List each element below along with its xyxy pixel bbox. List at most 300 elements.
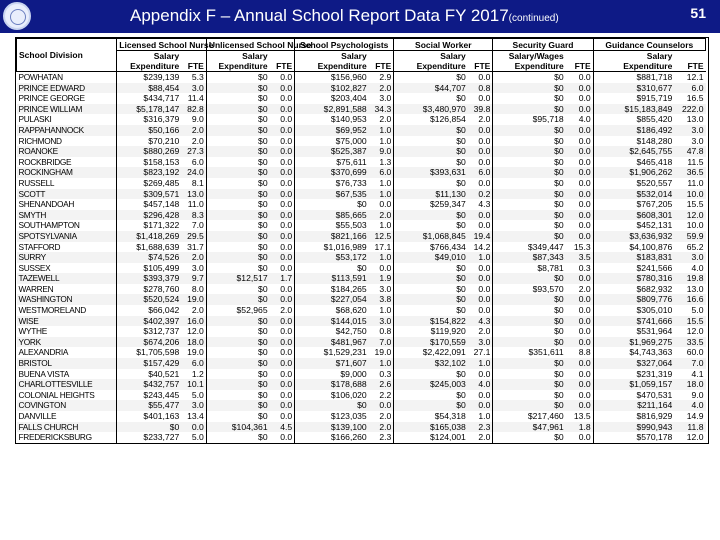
- expenditure-cell: $0: [493, 326, 566, 337]
- fte-cell: 5.0: [181, 390, 206, 401]
- fte-cell: 0.0: [270, 369, 295, 380]
- expenditure-cell: $0: [206, 432, 269, 443]
- fte-cell: 0.0: [468, 284, 493, 295]
- division-name-cell: WISE: [17, 316, 117, 327]
- division-name-cell: SOUTHAMPTON: [17, 220, 117, 231]
- fte-cell: 0.0: [468, 273, 493, 284]
- division-name-cell: WASHINGTON: [17, 294, 117, 305]
- fte-cell: 0.0: [270, 72, 295, 83]
- data-table-container: [15, 37, 709, 444]
- header-bar: [0, 0, 720, 33]
- expenditure-cell: $470,531: [593, 390, 674, 401]
- fte-cell: 18.0: [181, 337, 206, 348]
- table-row: [17, 347, 706, 358]
- fte-cell: 0.0: [270, 432, 295, 443]
- col-bottom-label: Expenditure: [493, 61, 566, 72]
- table-row: [17, 252, 706, 263]
- table-row: [17, 136, 706, 147]
- expenditure-cell: $312,737: [117, 326, 181, 337]
- expenditure-cell: $520,557: [593, 178, 674, 189]
- expenditure-cell: $113,591: [295, 273, 369, 284]
- fte-cell: 4.1: [674, 369, 705, 380]
- state-seal-icon: [3, 2, 31, 30]
- expenditure-cell: $106,020: [295, 390, 369, 401]
- expenditure-cell: $349,447: [493, 242, 566, 253]
- fte-cell: 3.0: [181, 83, 206, 94]
- page-title-suffix: (continued): [508, 13, 559, 24]
- fte-cell: 0.0: [566, 199, 593, 210]
- expenditure-cell: $0: [493, 305, 566, 316]
- fte-cell: 3.0: [369, 93, 394, 104]
- fte-cell: 0.0: [468, 157, 493, 168]
- expenditure-cell: $823,192: [117, 167, 181, 178]
- division-name-cell: BRISTOL: [17, 358, 117, 369]
- fte-cell: 9.0: [181, 114, 206, 125]
- fte-cell: 0.0: [270, 220, 295, 231]
- division-name-cell: BUENA VISTA: [17, 369, 117, 380]
- expenditure-cell: $211,164: [593, 400, 674, 411]
- fte-cell: 8.3: [181, 210, 206, 221]
- fte-cell: 0.0: [270, 104, 295, 115]
- expenditure-cell: $166,260: [295, 432, 369, 443]
- expenditure-cell: $144,015: [295, 316, 369, 327]
- fte-cell: 15.5: [674, 316, 705, 327]
- fte-cell: 1.0: [369, 189, 394, 200]
- fte-cell: 12.0: [674, 210, 705, 221]
- fte-cell: 3.0: [468, 337, 493, 348]
- expenditure-cell: $157,429: [117, 358, 181, 369]
- division-name-cell: STAFFORD: [17, 242, 117, 253]
- expenditure-cell: $217,460: [493, 411, 566, 422]
- expenditure-cell: $0: [394, 400, 468, 411]
- division-name-cell: CHARLOTTESVILLE: [17, 379, 117, 390]
- expenditure-cell: $570,178: [593, 432, 674, 443]
- fte-cell: 10.1: [181, 379, 206, 390]
- expenditure-cell: $821,166: [295, 231, 369, 242]
- fte-cell: 0.0: [566, 316, 593, 327]
- fte-cell: 0.0: [566, 337, 593, 348]
- fte-cell: 0.0: [270, 284, 295, 295]
- fte-cell: 2.0: [369, 114, 394, 125]
- fte-cell: 3.0: [674, 125, 705, 136]
- expenditure-cell: $40,521: [117, 369, 181, 380]
- col-bottom-label: Expenditure: [593, 61, 674, 72]
- expenditure-cell: $0: [493, 400, 566, 411]
- table-row: [17, 422, 706, 433]
- expenditure-cell: $0: [493, 273, 566, 284]
- expenditure-cell: $0: [493, 146, 566, 157]
- expenditure-cell: $0: [394, 125, 468, 136]
- table-row: [17, 167, 706, 178]
- fte-cell: 0.0: [468, 220, 493, 231]
- group-header-unlicensed-nurse: Unlicensed School Nurse: [206, 39, 294, 51]
- fte-cell: 2.0: [181, 305, 206, 316]
- expenditure-cell: $47,961: [493, 422, 566, 433]
- fte-cell: 2.0: [369, 210, 394, 221]
- division-name-cell: RUSSELL: [17, 178, 117, 189]
- division-name-cell: WARREN: [17, 284, 117, 295]
- expenditure-cell: $0: [394, 146, 468, 157]
- expenditure-cell: $0: [206, 369, 269, 380]
- expenditure-cell: $0: [493, 83, 566, 94]
- fte-cell: 7.0: [181, 220, 206, 231]
- expenditure-cell: $0: [206, 337, 269, 348]
- table-row: [17, 146, 706, 157]
- col-top-label: Salary: [117, 51, 181, 62]
- expenditure-cell: $1,969,275: [593, 337, 674, 348]
- fte-cell: 0.0: [468, 125, 493, 136]
- division-name-cell: SMYTH: [17, 210, 117, 221]
- expenditure-cell: $42,750: [295, 326, 369, 337]
- table-row: [17, 178, 706, 189]
- fte-cell: 1.2: [181, 369, 206, 380]
- expenditure-cell: $148,280: [593, 136, 674, 147]
- fte-cell: 0.8: [468, 83, 493, 94]
- fte-cell: 29.5: [181, 231, 206, 242]
- fte-cell: 0.0: [270, 125, 295, 136]
- fte-cell: 0.0: [270, 93, 295, 104]
- expenditure-cell: $139,100: [295, 422, 369, 433]
- expenditure-cell: $3,480,970: [394, 104, 468, 115]
- expenditure-cell: $119,920: [394, 326, 468, 337]
- expenditure-cell: $71,607: [295, 358, 369, 369]
- fte-cell: 0.0: [566, 210, 593, 221]
- fte-cell: 0.0: [181, 422, 206, 433]
- expenditure-cell: $1,059,157: [593, 379, 674, 390]
- fte-cell: 0.0: [566, 305, 593, 316]
- fte-cell: 8.0: [181, 284, 206, 295]
- table-row: [17, 358, 706, 369]
- table-row: [17, 400, 706, 411]
- fte-cell: 6.0: [181, 157, 206, 168]
- expenditure-cell: $123,035: [295, 411, 369, 422]
- fte-cell: 1.8: [566, 422, 593, 433]
- expenditure-cell: $87,343: [493, 252, 566, 263]
- division-name-cell: ROCKBRIDGE: [17, 157, 117, 168]
- expenditure-cell: $245,003: [394, 379, 468, 390]
- fte-cell: 2.6: [369, 379, 394, 390]
- expenditure-cell: $0: [394, 294, 468, 305]
- expenditure-cell: $178,688: [295, 379, 369, 390]
- expenditure-cell: $370,699: [295, 167, 369, 178]
- expenditure-cell: $278,760: [117, 284, 181, 295]
- col-top-label: Salary: [206, 51, 269, 62]
- fte-cell: 4.3: [468, 199, 493, 210]
- fte-cell: 0.0: [468, 136, 493, 147]
- fte-cell: 27.3: [181, 146, 206, 157]
- fte-cell: 3.0: [369, 284, 394, 295]
- expenditure-cell: $0: [394, 93, 468, 104]
- fte-cell: 0.0: [270, 157, 295, 168]
- fte-cell: 6.0: [181, 358, 206, 369]
- col-top-label: [674, 51, 705, 62]
- fte-cell: 0.0: [270, 167, 295, 178]
- fte-cell: 0.0: [468, 146, 493, 157]
- fte-cell: 1.3: [369, 157, 394, 168]
- expenditure-cell: $1,068,845: [394, 231, 468, 242]
- division-name-cell: SUSSEX: [17, 263, 117, 274]
- fte-cell: 13.0: [674, 114, 705, 125]
- fte-cell: 1.0: [369, 125, 394, 136]
- division-name-cell: TAZEWELL: [17, 273, 117, 284]
- fte-cell: 65.2: [674, 242, 705, 253]
- col-bottom-label: Expenditure: [295, 61, 369, 72]
- division-name-cell: SPOTSYLVANIA: [17, 231, 117, 242]
- table-row: [17, 231, 706, 242]
- fte-cell: 0.0: [566, 400, 593, 411]
- table-row: [17, 242, 706, 253]
- expenditure-cell: $0: [206, 379, 269, 390]
- fte-cell: 2.0: [270, 305, 295, 316]
- table-row: [17, 432, 706, 443]
- fte-cell: 12.5: [369, 231, 394, 242]
- fte-cell: 3.0: [181, 263, 206, 274]
- expenditure-cell: $8,781: [493, 263, 566, 274]
- fte-cell: 8.1: [181, 178, 206, 189]
- expenditure-cell: $0: [394, 178, 468, 189]
- expenditure-cell: $766,434: [394, 242, 468, 253]
- fte-cell: 1.0: [369, 220, 394, 231]
- fte-cell: 4.3: [468, 316, 493, 327]
- expenditure-cell: $520,524: [117, 294, 181, 305]
- fte-cell: 0.0: [369, 263, 394, 274]
- expenditure-cell: $170,559: [394, 337, 468, 348]
- fte-cell: 0.0: [566, 72, 593, 83]
- fte-cell: 0.0: [270, 83, 295, 94]
- fte-cell: 19.8: [674, 273, 705, 284]
- expenditure-cell: $465,418: [593, 157, 674, 168]
- fte-cell: 2.0: [468, 114, 493, 125]
- expenditure-cell: $0: [206, 220, 269, 231]
- fte-cell: 0.0: [566, 379, 593, 390]
- fte-cell: 0.0: [468, 93, 493, 104]
- expenditure-cell: $0: [493, 369, 566, 380]
- expenditure-cell: $54,318: [394, 411, 468, 422]
- fte-cell: 0.0: [468, 72, 493, 83]
- expenditure-cell: $0: [206, 210, 269, 221]
- expenditure-cell: $393,631: [394, 167, 468, 178]
- expenditure-cell: $0: [206, 178, 269, 189]
- division-name-cell: COVINGTON: [17, 400, 117, 411]
- fte-cell: 0.0: [270, 242, 295, 253]
- fte-cell: 0.0: [270, 136, 295, 147]
- fte-cell: 19.0: [181, 294, 206, 305]
- expenditure-cell: $0: [493, 390, 566, 401]
- expenditure-cell: $0: [493, 199, 566, 210]
- table-row: [17, 220, 706, 231]
- fte-cell: 24.0: [181, 167, 206, 178]
- division-name-cell: ROANOKE: [17, 146, 117, 157]
- division-name-cell: SCOTT: [17, 189, 117, 200]
- expenditure-cell: $0: [206, 294, 269, 305]
- expenditure-cell: $0: [493, 189, 566, 200]
- fte-cell: 47.8: [674, 146, 705, 157]
- expenditure-cell: $816,929: [593, 411, 674, 422]
- expenditure-cell: $55,477: [117, 400, 181, 411]
- fte-cell: 0.0: [566, 294, 593, 305]
- expenditure-cell: $140,953: [295, 114, 369, 125]
- fte-cell: 7.0: [369, 337, 394, 348]
- expenditure-cell: $50,166: [117, 125, 181, 136]
- fte-cell: 2.0: [369, 411, 394, 422]
- table-row: [17, 93, 706, 104]
- expenditure-cell: $0: [206, 114, 269, 125]
- table-row: [17, 337, 706, 348]
- fte-cell: 12.0: [674, 326, 705, 337]
- expenditure-cell: $0: [206, 93, 269, 104]
- expenditure-cell: $0: [394, 305, 468, 316]
- expenditure-cell: $158,153: [117, 157, 181, 168]
- expenditure-cell: $233,727: [117, 432, 181, 443]
- fte-cell: 1.0: [369, 305, 394, 316]
- expenditure-cell: $1,688,639: [117, 242, 181, 253]
- division-name-cell: YORK: [17, 337, 117, 348]
- expenditure-cell: $104,361: [206, 422, 269, 433]
- expenditure-cell: $0: [493, 167, 566, 178]
- division-name-cell: ALEXANDRIA: [17, 347, 117, 358]
- fte-cell: 0.0: [270, 411, 295, 422]
- division-name-cell: PULASKI: [17, 114, 117, 125]
- expenditure-cell: $0: [206, 358, 269, 369]
- fte-cell: 5.0: [181, 432, 206, 443]
- expenditure-cell: $0: [394, 273, 468, 284]
- expenditure-cell: $674,206: [117, 337, 181, 348]
- fte-cell: 4.0: [468, 379, 493, 390]
- fte-cell: 0.0: [566, 231, 593, 242]
- fte-cell: 11.5: [674, 157, 705, 168]
- expenditure-cell: $102,827: [295, 83, 369, 94]
- expenditure-cell: $55,503: [295, 220, 369, 231]
- expenditure-cell: $49,010: [394, 252, 468, 263]
- fte-cell: 3.5: [566, 252, 593, 263]
- expenditure-cell: $990,943: [593, 422, 674, 433]
- table-row: [17, 326, 706, 337]
- expenditure-cell: $186,492: [593, 125, 674, 136]
- fte-cell: 16.5: [674, 93, 705, 104]
- fte-cell: 0.0: [270, 146, 295, 157]
- expenditure-cell: $0: [206, 199, 269, 210]
- table-row: [17, 369, 706, 380]
- fte-cell: 13.0: [181, 189, 206, 200]
- expenditure-cell: $0: [206, 104, 269, 115]
- fte-cell: 2.0: [369, 83, 394, 94]
- fte-cell: 60.0: [674, 347, 705, 358]
- fte-cell: 1.0: [369, 252, 394, 263]
- division-name-cell: PRINCE EDWARD: [17, 83, 117, 94]
- col-top-label: [270, 51, 295, 62]
- division-name-cell: DANVILLE: [17, 411, 117, 422]
- expenditure-cell: $52,965: [206, 305, 269, 316]
- expenditure-cell: $15,183,849: [593, 104, 674, 115]
- expenditure-cell: $0: [206, 189, 269, 200]
- fte-cell: 0.0: [270, 199, 295, 210]
- fte-cell: 0.0: [270, 210, 295, 221]
- fte-cell: 0.0: [270, 263, 295, 274]
- expenditure-cell: $457,148: [117, 199, 181, 210]
- fte-cell: 17.1: [369, 242, 394, 253]
- expenditure-cell: $68,620: [295, 305, 369, 316]
- expenditure-cell: $915,719: [593, 93, 674, 104]
- division-name-cell: WESTMORELAND: [17, 305, 117, 316]
- fte-cell: 0.0: [270, 178, 295, 189]
- col-top-label: [369, 51, 394, 62]
- expenditure-cell: $0: [295, 199, 369, 210]
- fte-cell: 0.3: [566, 263, 593, 274]
- expenditure-cell: $0: [493, 294, 566, 305]
- expenditure-cell: $126,854: [394, 114, 468, 125]
- col-top-label: Salary: [394, 51, 468, 62]
- fte-cell: 1.0: [468, 358, 493, 369]
- expenditure-cell: $1,705,598: [117, 347, 181, 358]
- col-top-label: [566, 51, 593, 62]
- fte-cell: 12.1: [674, 72, 705, 83]
- expenditure-cell: $5,178,147: [117, 104, 181, 115]
- expenditure-cell: $0: [295, 263, 369, 274]
- expenditure-cell: $855,420: [593, 114, 674, 125]
- division-name-cell: FALLS CHURCH: [17, 422, 117, 433]
- expenditure-cell: $608,301: [593, 210, 674, 221]
- expenditure-cell: $66,042: [117, 305, 181, 316]
- fte-cell: 0.0: [566, 273, 593, 284]
- fte-cell: 0.0: [369, 199, 394, 210]
- fte-cell: 0.0: [468, 294, 493, 305]
- expenditure-cell: $88,454: [117, 83, 181, 94]
- fte-cell: 0.0: [270, 316, 295, 327]
- expenditure-cell: $171,322: [117, 220, 181, 231]
- table-row: [17, 157, 706, 168]
- expenditure-cell: $0: [394, 72, 468, 83]
- fte-cell: 0.0: [270, 189, 295, 200]
- expenditure-cell: $452,131: [593, 220, 674, 231]
- expenditure-cell: $67,535: [295, 189, 369, 200]
- header-row-top: [17, 51, 706, 62]
- expenditure-cell: $0: [394, 157, 468, 168]
- fte-cell: 222.0: [674, 104, 705, 115]
- expenditure-cell: $70,210: [117, 136, 181, 147]
- col-top-label: Salary: [295, 51, 369, 62]
- fte-cell: 2.0: [181, 125, 206, 136]
- expenditure-cell: $231,319: [593, 369, 674, 380]
- fte-cell: 0.0: [566, 83, 593, 94]
- expenditure-cell: $1,529,231: [295, 347, 369, 358]
- expenditure-cell: $809,776: [593, 294, 674, 305]
- expenditure-cell: $401,163: [117, 411, 181, 422]
- expenditure-cell: $259,347: [394, 199, 468, 210]
- expenditure-cell: $69,952: [295, 125, 369, 136]
- fte-cell: 0.0: [566, 220, 593, 231]
- table-row: [17, 210, 706, 221]
- fte-cell: 11.8: [674, 422, 705, 433]
- expenditure-cell: $481,967: [295, 337, 369, 348]
- expenditure-cell: $0: [493, 104, 566, 115]
- fte-cell: 0.0: [566, 358, 593, 369]
- fte-cell: 1.0: [468, 252, 493, 263]
- fte-cell: 0.0: [566, 157, 593, 168]
- fte-cell: 0.8: [369, 326, 394, 337]
- expenditure-cell: $154,822: [394, 316, 468, 327]
- fte-cell: 1.7: [270, 273, 295, 284]
- fte-cell: 3.0: [369, 316, 394, 327]
- expenditure-cell: $75,611: [295, 157, 369, 168]
- expenditure-cell: $0: [493, 379, 566, 390]
- table-row: [17, 125, 706, 136]
- expenditure-cell: $0: [493, 93, 566, 104]
- expenditure-cell: $85,665: [295, 210, 369, 221]
- expenditure-cell: $4,743,363: [593, 347, 674, 358]
- fte-cell: 5.0: [674, 305, 705, 316]
- expenditure-cell: $0: [206, 284, 269, 295]
- division-name-cell: WYTHE: [17, 326, 117, 337]
